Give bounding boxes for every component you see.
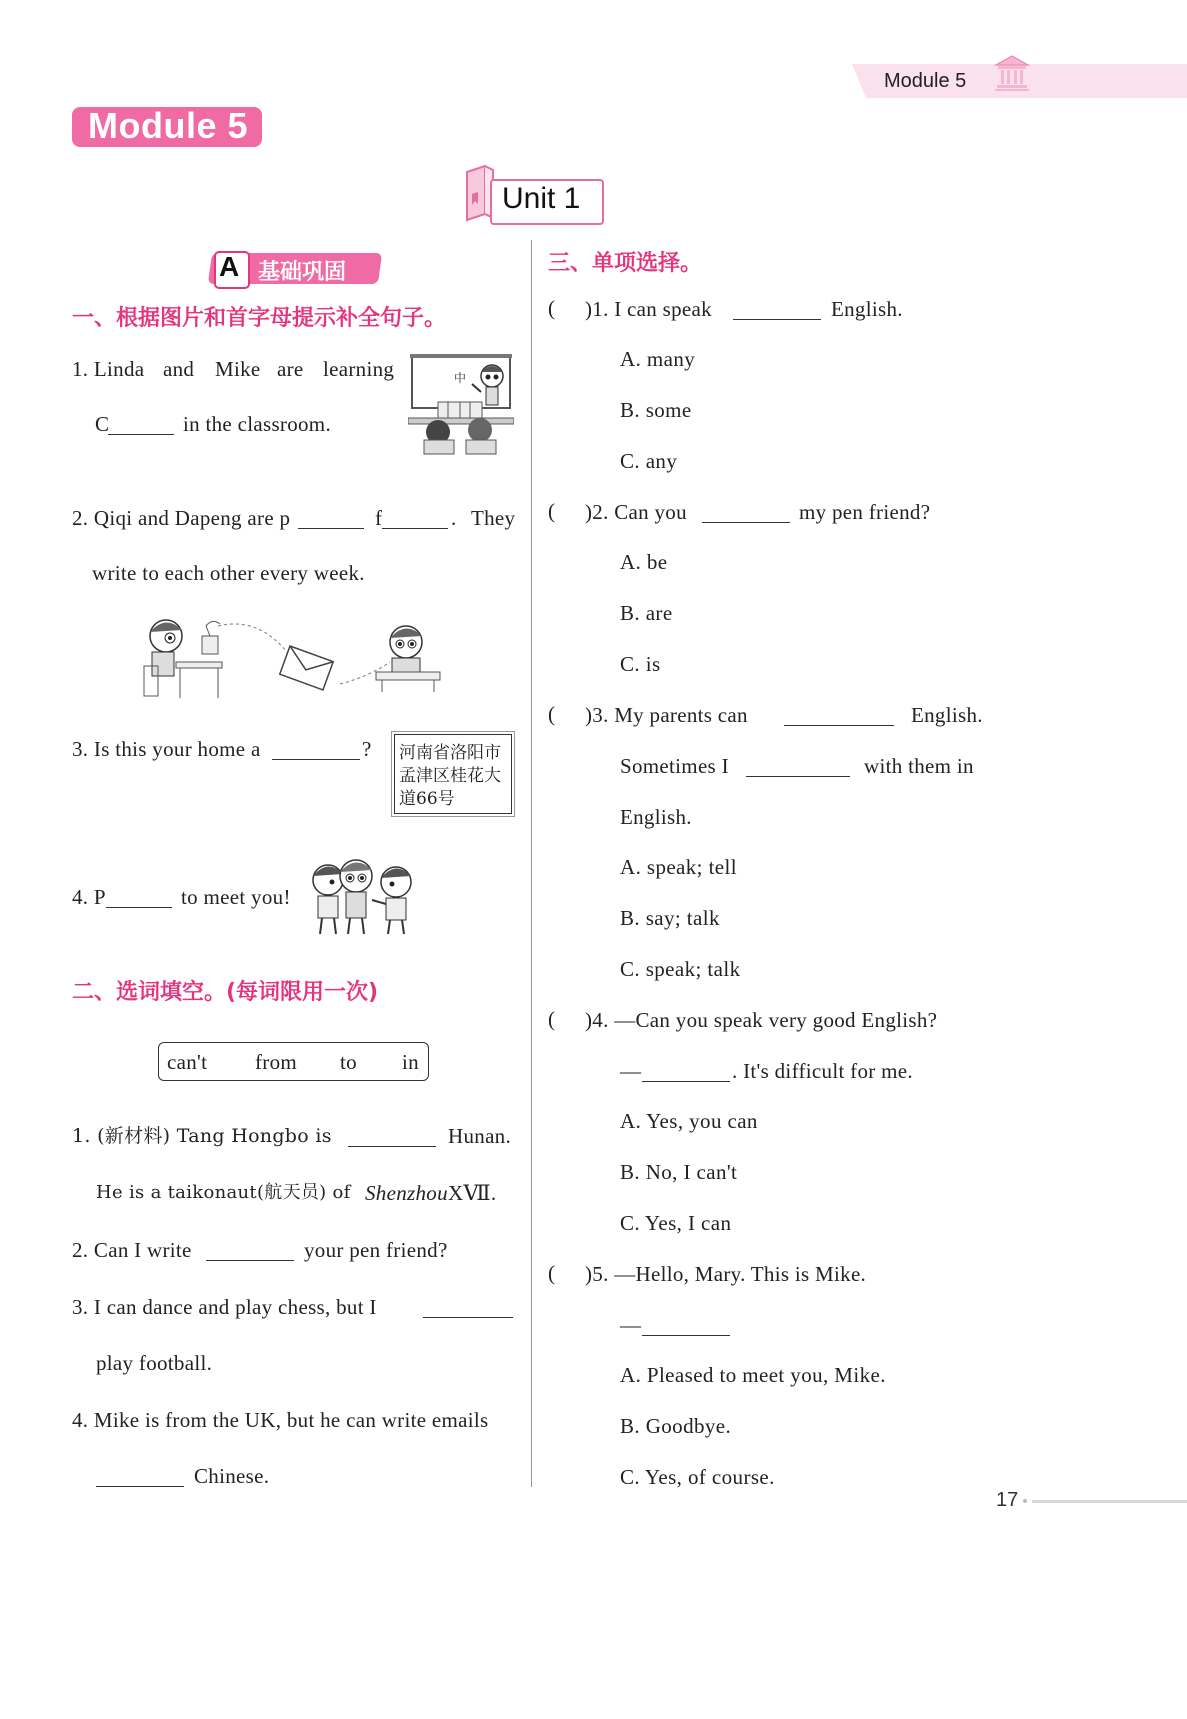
p2q1-italic: Shenzhou bbox=[365, 1181, 448, 1205]
answer-paren[interactable]: ( bbox=[548, 702, 555, 726]
word-bank-word: in bbox=[402, 1050, 419, 1074]
q2-text: 2. Qiqi and Dapeng are p bbox=[72, 506, 291, 530]
mc-q1-option-b[interactable]: B. some bbox=[620, 398, 692, 422]
q1-word: Mike bbox=[215, 357, 261, 381]
mc-q3-option-b[interactable]: B. say; talk bbox=[620, 906, 720, 930]
mc-q4-option-c[interactable]: C. Yes, I can bbox=[620, 1211, 732, 1235]
answer-blank[interactable] bbox=[348, 1128, 436, 1147]
answer-blank[interactable] bbox=[206, 1242, 294, 1261]
address-line: 道66号 bbox=[399, 789, 455, 809]
mc-q3-stem: )3. My parents can bbox=[585, 703, 748, 727]
answer-paren[interactable]: ( bbox=[548, 1261, 555, 1285]
part2-heading: 二、选词填空。(每词限用一次) bbox=[72, 980, 379, 1005]
mc-q1-option-c[interactable]: C. any bbox=[620, 449, 678, 473]
q1-word: learning bbox=[323, 357, 395, 381]
answer-blank[interactable] bbox=[733, 301, 821, 320]
p2q2-text: your pen friend? bbox=[304, 1238, 448, 1262]
mc-q5-stem: )5. —Hello, Mary. This is Mike. bbox=[585, 1262, 867, 1286]
q4-text: to meet you! bbox=[181, 885, 291, 909]
p2q4-text: 4. Mike is from the UK, but he can write emails bbox=[72, 1408, 489, 1432]
pen-friends-illustration bbox=[140, 606, 446, 702]
mc-q5-option-c[interactable]: C. Yes, of course. bbox=[620, 1465, 775, 1489]
q2-text: They bbox=[471, 506, 516, 530]
q3-text: 3. Is this your home a bbox=[72, 737, 261, 761]
p2q1-text: He is a taikonaut(航天员) of bbox=[96, 1182, 351, 1203]
word-bank-word: to bbox=[340, 1050, 357, 1074]
answer-paren[interactable]: ( bbox=[548, 499, 555, 523]
q1-word: and bbox=[163, 357, 195, 381]
mc-q5-option-a[interactable]: A. Pleased to meet you, Mike. bbox=[620, 1363, 886, 1387]
mc-q2-option-b[interactable]: B. are bbox=[620, 601, 673, 625]
mc-q4-option-a[interactable]: A. Yes, you can bbox=[620, 1109, 758, 1133]
p2q3-text: 3. I can dance and play chess, but I bbox=[72, 1295, 377, 1319]
mc-q3-stem: Sometimes I bbox=[620, 754, 729, 778]
mc-q3-stem: English. bbox=[911, 703, 983, 727]
unit-title: Unit 1 bbox=[502, 182, 581, 215]
answer-blank[interactable] bbox=[642, 1317, 730, 1336]
mc-q4-reply: — bbox=[620, 1059, 642, 1083]
q2-period: . bbox=[451, 506, 457, 530]
mc-q4-option-b[interactable]: B. No, I can't bbox=[620, 1160, 738, 1184]
building-icon bbox=[994, 54, 1030, 92]
answer-blank[interactable] bbox=[702, 504, 790, 523]
answer-blank[interactable] bbox=[423, 1299, 513, 1318]
word-bank-word: can't bbox=[167, 1050, 208, 1074]
q2-letter: f bbox=[375, 506, 383, 530]
answer-paren[interactable]: ( bbox=[548, 1007, 555, 1031]
p2q4-text: Chinese. bbox=[194, 1464, 270, 1488]
module-title: Module 5 bbox=[88, 105, 249, 146]
address-card bbox=[394, 734, 512, 814]
part1-heading: 一、根据图片和首字母提示补全句子。 bbox=[72, 306, 447, 331]
q1-text: in the classroom. bbox=[183, 412, 331, 436]
classroom-illustration bbox=[408, 354, 514, 456]
mc-q2-option-c[interactable]: C. is bbox=[620, 652, 661, 676]
mc-q2-stem: my pen friend? bbox=[799, 500, 931, 524]
q3-mark: ? bbox=[362, 737, 372, 761]
answer-blank[interactable] bbox=[746, 758, 850, 777]
q1-word: 1. Linda bbox=[72, 357, 145, 381]
mc-q1-option-a[interactable]: A. many bbox=[620, 347, 696, 371]
p2q3-text: play football. bbox=[96, 1351, 213, 1375]
answer-blank[interactable] bbox=[272, 741, 360, 760]
q1-word: are bbox=[277, 357, 304, 381]
p2q1-text: Hunan. bbox=[448, 1124, 512, 1148]
q4-text: 4. P bbox=[72, 885, 106, 909]
mc-q3-option-c[interactable]: C. speak; talk bbox=[620, 957, 741, 981]
greeting-illustration bbox=[306, 854, 418, 938]
mc-q1-stem: English. bbox=[831, 297, 903, 321]
address-line: 孟津区桂花大 bbox=[399, 766, 501, 786]
mc-q5-option-b[interactable]: B. Goodbye. bbox=[620, 1414, 732, 1438]
address-line: 河南省洛阳市 bbox=[399, 743, 501, 763]
mc-q4-reply: . It's difficult for me. bbox=[732, 1059, 913, 1083]
mc-q2-option-a[interactable]: A. be bbox=[620, 550, 668, 574]
p2q1-text: 1. (新材料) Tang Hongbo is bbox=[72, 1125, 332, 1147]
footer-rule bbox=[1032, 1500, 1187, 1503]
mc-q1-stem: )1. I can speak bbox=[585, 297, 712, 321]
q2-text: write to each other every week. bbox=[92, 561, 365, 585]
mc-q3-stem: English. bbox=[620, 805, 692, 829]
word-bank-word: from bbox=[255, 1050, 298, 1074]
page-number: 17 bbox=[996, 1489, 1019, 1511]
answer-blank[interactable] bbox=[784, 707, 894, 726]
answer-blank[interactable] bbox=[108, 416, 174, 435]
section-a-label: 基础巩固 bbox=[258, 260, 347, 285]
answer-blank[interactable] bbox=[106, 889, 172, 908]
q1-letter: C bbox=[95, 412, 110, 436]
footer-dot bbox=[1023, 1499, 1027, 1503]
mc-q2-stem: )2. Can you bbox=[585, 500, 687, 524]
answer-blank[interactable] bbox=[96, 1468, 184, 1487]
mc-q4-stem: )4. —Can you speak very good English? bbox=[585, 1008, 938, 1032]
mc-q5-reply: — bbox=[620, 1313, 642, 1337]
answer-paren[interactable]: ( bbox=[548, 296, 555, 320]
p2q1-text: XⅦ. bbox=[448, 1181, 497, 1205]
module-tab-label: Module 5 bbox=[884, 70, 967, 92]
board-character: 中 bbox=[454, 371, 467, 385]
mc-q3-stem: with them in bbox=[864, 754, 974, 778]
answer-blank[interactable] bbox=[642, 1063, 730, 1082]
answer-blank[interactable] bbox=[298, 510, 364, 529]
p2q2-text: 2. Can I write bbox=[72, 1238, 192, 1262]
part3-heading: 三、单项选择。 bbox=[548, 251, 703, 276]
answer-blank[interactable] bbox=[382, 510, 448, 529]
section-a-letter: A bbox=[219, 251, 240, 282]
mc-q3-option-a[interactable]: A. speak; tell bbox=[620, 855, 737, 879]
column-divider bbox=[531, 240, 532, 1487]
